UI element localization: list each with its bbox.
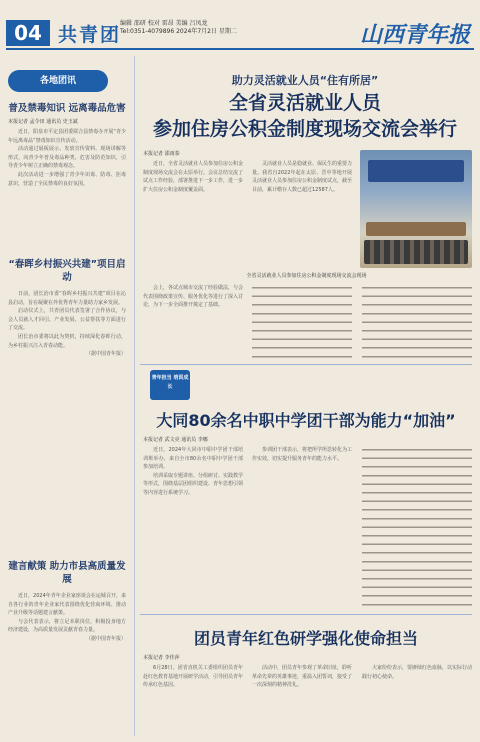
story2-title: “春晖乡村振兴共建”项目启动 bbox=[8, 259, 126, 283]
photo-table bbox=[366, 222, 466, 236]
story-three-paragraph: 大家纷纷表示，要赓续红色血脉，以实际行动践行初心使命。 bbox=[362, 665, 472, 680]
story3-dateline: （据中国青年报） bbox=[85, 635, 126, 642]
lead-photo bbox=[360, 150, 472, 268]
story-two-paragraph: 培训采取专题讲座、分组研讨、实践教学等形式，围绕基层团组织建设、青年思想引领等内容进行系统学习。 bbox=[143, 472, 243, 496]
story1-paragraph: 活动通过展板展示、发放宣传资料、现场讲解等形式，向青少年普及毒品种类、危害及防范知识，引导青少年树立正确的禁毒观念。 bbox=[8, 146, 126, 170]
story-three-byline: 本报记者 李佳萍 bbox=[143, 655, 180, 661]
lead-title-line2: 参加住房公积金制度现场交流会举行 bbox=[152, 118, 457, 140]
story2-badge: 青年担当 培训成长 bbox=[150, 370, 190, 400]
story2-paragraph: 启动仪式上，共青团员代表签署了合作协议，与会人员就人才回引、产业发展、公益帮扶等方面进行了交流。 bbox=[8, 308, 126, 332]
lead-paragraph: 灵活就业人员是稳就业、保民生的重要力量。我省自2022年起在太原、晋中等地开展灵活就业人员参加住房公积金制度试点，截至目前，累计缴存人数已超过12587人。 bbox=[252, 161, 352, 193]
story3-body bbox=[8, 592, 126, 732]
story-two-paragraph: 参训团干部表示，将把所学所思转化为工作实效，切实提升服务青年的能力水平。 bbox=[252, 447, 352, 462]
editor-line: 编辑 邵研 校对 雷昂 美编 吕凤龙 bbox=[120, 20, 208, 27]
lead-title bbox=[140, 90, 470, 142]
column-divider bbox=[134, 56, 135, 736]
story2-body bbox=[8, 290, 126, 440]
story-divider bbox=[140, 364, 472, 365]
lead-byline: 本报记者 邵雨泰 bbox=[143, 151, 180, 157]
story-two-title: 大同80余名中职中学团干部为能力“加油” bbox=[156, 411, 456, 430]
lead-col2 bbox=[252, 160, 352, 260]
story3-title: 建言献策 助力市县高质量发展 bbox=[8, 561, 126, 585]
section-name: 共青团 bbox=[58, 24, 122, 46]
story-two-col1 bbox=[143, 446, 243, 606]
masthead-rule bbox=[6, 48, 474, 50]
story2-paragraph: 日前，团长治市委“春晖乡村振兴共建”项目在沁县启动，旨在凝聚在外优秀青年力量助力家乡发展。 bbox=[8, 291, 126, 306]
story-two-byline: 本报记者 武文亮 通讯员 李娜 bbox=[143, 437, 208, 443]
page-number: 04 bbox=[6, 20, 50, 46]
lead-paragraph: 会上，各试点城市交流了经验做法，与会代表围绕政策宣传、服务优化等进行了深入讨论，为下一步全面推开奠定了基础。 bbox=[143, 285, 243, 309]
lead-col1 bbox=[143, 160, 243, 260]
story-three-paragraph: 6月28日，团省直机关工委组织团员青年赴红色教育基地开展研学活动，引导团员青年传承红色基因。 bbox=[143, 665, 243, 689]
story-two-col2 bbox=[252, 446, 352, 606]
story3-paragraph: 近日，2024年青年企业家座谈会在运城召开，来自各行业的青年企业家代表围绕优化营商环境、推动产业升级等话题建言献策。 bbox=[8, 593, 126, 617]
lead-col3 bbox=[143, 284, 243, 358]
story2-paragraph: 团长治市委将以此为契机，持续深化春晖行动，为乡村振兴注入青春动能。 bbox=[8, 333, 126, 349]
story-three-col1 bbox=[143, 664, 243, 736]
story3-paragraph: 与会代表表示，将立足本职岗位，积极投身地方经济建设，为高质量发展贡献青春力量。 bbox=[8, 618, 126, 634]
lead-kicker: 助力灵活就业人员“住有所居” bbox=[231, 74, 379, 87]
brand-logo: 山西青年报 bbox=[359, 22, 470, 48]
section-tag: 各地团讯 bbox=[8, 70, 108, 92]
lead-col5 bbox=[362, 284, 472, 358]
lead-title-line1: 全省灵活就业人员 bbox=[228, 92, 381, 114]
story1-paragraph: 此次活动进一步增强了青少年识毒、防毒、拒毒意识，营造了全民禁毒的良好氛围。 bbox=[8, 171, 126, 187]
lead-col4 bbox=[252, 284, 352, 358]
masthead bbox=[0, 0, 480, 50]
story1-title: 普及禁毒知识 远离毒品危害 bbox=[8, 103, 126, 114]
photo-banner bbox=[368, 160, 464, 182]
lead-paragraph: 近日，全省灵活就业人员参加住房公积金制度现场交流会在太原举行。会议总结交流了试点工作经验，部署推进下一步工作，进一步扩大住房公积金制度覆盖面。 bbox=[143, 161, 243, 193]
story1-body bbox=[8, 128, 126, 246]
story-three-col3 bbox=[362, 664, 472, 736]
story-two-col3 bbox=[362, 446, 472, 606]
story-divider bbox=[140, 614, 472, 615]
story-three-title: 团员青年红色研学强化使命担当 bbox=[193, 629, 418, 648]
photo-audience bbox=[364, 240, 468, 264]
story-two-paragraph: 近日，2024年大同市中职中学团干部培训班举办，来自全市80余名中职中学团干部参加培训。 bbox=[143, 447, 243, 471]
story-three-paragraph: 活动中，团员青年参观了革命旧址，聆听革命先辈的英雄事迹，重温入团誓词，接受了一次深刻的精神洗礼。 bbox=[252, 665, 352, 689]
story1-byline: 本报记者 孟令田 通讯员 史玉斌 bbox=[8, 119, 78, 125]
story1-paragraph: 近日，阳泉市平定县团委联合县禁毒办开展“青少年远离毒品”禁毒知识宣传活动。 bbox=[8, 129, 126, 144]
story2-dateline: （据中国青年报） bbox=[85, 351, 126, 358]
masthead-meta bbox=[120, 20, 237, 36]
photo-caption: 全省灵活就业人员参加住房公积金制度现场交流会现场 bbox=[246, 273, 367, 279]
contact-line: Tel:0351-4079896 2024年7月2日 星期二 bbox=[120, 28, 237, 35]
story-three-col2 bbox=[252, 664, 352, 736]
